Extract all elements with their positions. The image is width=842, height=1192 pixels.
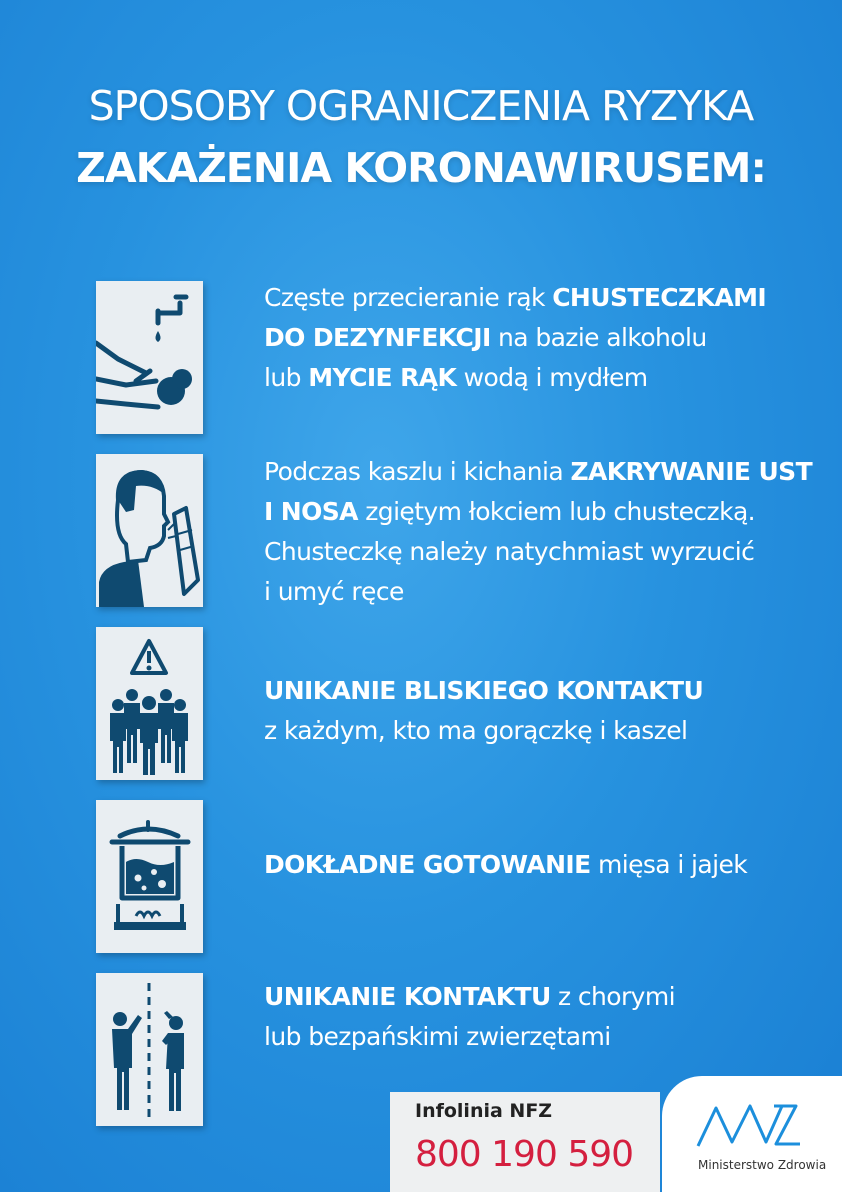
- item-text-bold: MYCIE RĄK: [308, 363, 457, 392]
- item-text-4: [264, 845, 824, 885]
- item-text-segment: lub: [264, 363, 309, 392]
- distance-people-icon: [96, 973, 203, 1126]
- item-text-1: [264, 278, 824, 398]
- ministry-logo-icon: [692, 1098, 802, 1154]
- title-line-1: SPOSOBY OGRANICZENIA RYZYKA: [88, 82, 754, 130]
- item-text-bold: UNIKANIE KONTAKTU: [264, 982, 551, 1011]
- item-text-bold: UNIKANIE BLISKIEGO KONTAKTU: [264, 676, 704, 705]
- item-text-bold: DOKŁADNE GOTOWANIE: [264, 850, 591, 879]
- group-warning-icon: [96, 627, 203, 780]
- ministry-badge: [662, 1076, 842, 1192]
- item-text-segment: z każdym, kto ma gorączkę i kaszel: [264, 716, 688, 745]
- title-line-2: ZAKAŻENIA KORONAWIRUSEM:: [76, 144, 766, 192]
- item-text-segment: Chusteczkę należy natychmiast wyrzucić: [264, 537, 755, 566]
- item-text-segment: zgiętym łokciem lub chusteczką.: [357, 497, 756, 526]
- item-text-segment: Częste przecieranie rąk: [264, 283, 553, 312]
- infolinia-box: [390, 1092, 660, 1192]
- item-text-segment: na bazie alkoholu: [490, 323, 707, 352]
- item-text-5: [264, 977, 824, 1057]
- sneezing-person-icon: [96, 454, 203, 607]
- item-text-2: [264, 452, 824, 612]
- item-text-bold: ZAKRYWANIE UST: [570, 457, 813, 486]
- item-text-3: [264, 671, 824, 751]
- item-text-segment: Podczas kaszlu i kichania: [264, 457, 571, 486]
- item-text-bold: CHUSTECZKAMI: [552, 283, 767, 312]
- infolinia-label: Infolinia NFZ: [415, 1100, 553, 1122]
- infolinia-phone: 800 190 590: [415, 1134, 634, 1175]
- item-text-segment: wodą i mydłem: [456, 363, 648, 392]
- item-text-segment: i umyć ręce: [264, 577, 404, 606]
- item-text-bold: DO DEZYNFEKCJI: [264, 323, 491, 352]
- cooking-pot-icon: [96, 800, 203, 953]
- item-text-bold: I NOSA: [264, 497, 358, 526]
- item-text-segment: lub bezpańskimi zwierzętami: [264, 1022, 611, 1051]
- hand-washing-icon: [96, 281, 203, 434]
- item-text-segment: z chorymi: [550, 982, 675, 1011]
- ministry-name: Ministerstwo Zdrowia: [698, 1158, 827, 1172]
- item-text-segment: mięsa i jajek: [590, 850, 748, 879]
